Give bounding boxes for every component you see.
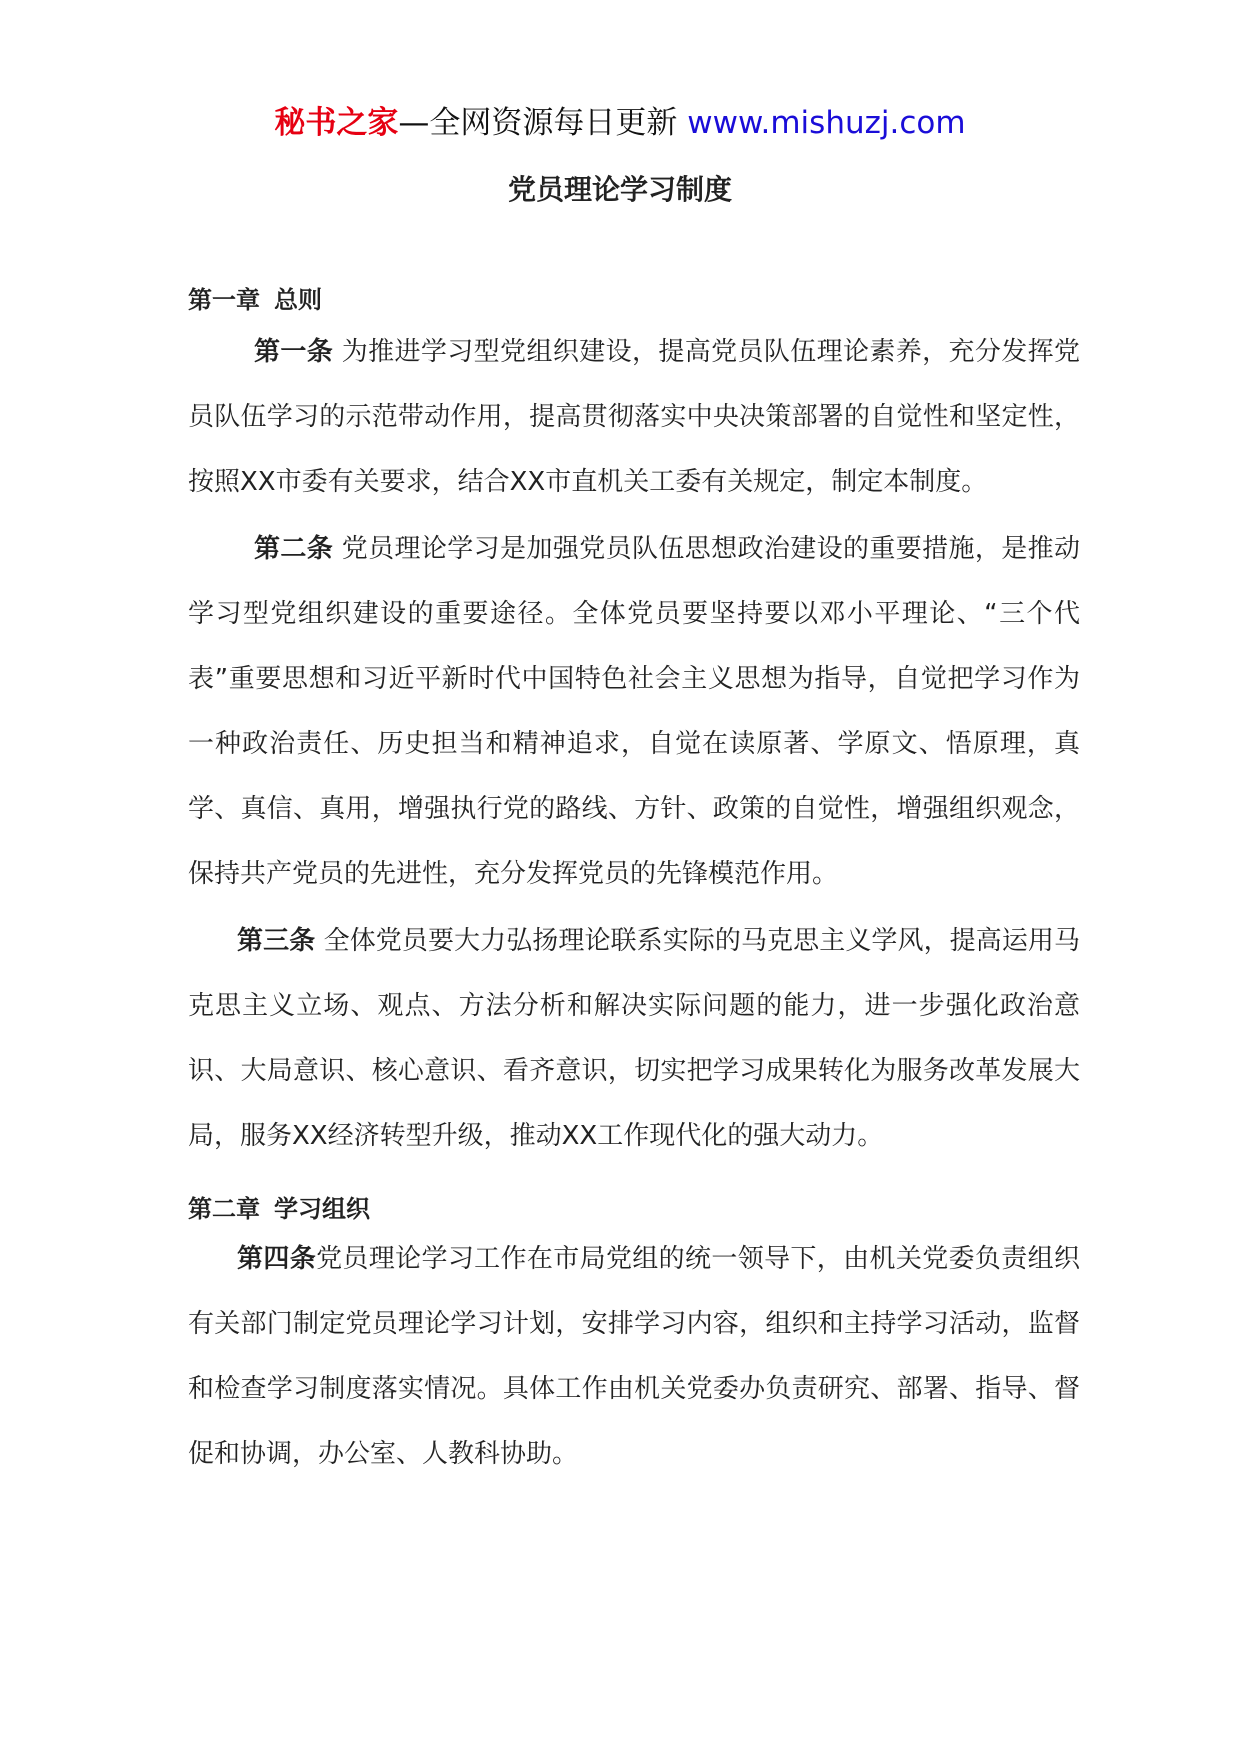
chapter-name: 总则 <box>274 286 322 314</box>
article-text: 全体党员要大力弘扬理论联系实际的马克思主义学风，提高运用马克思主义立场、观点、方法分析和解决实际问题的能力，进一步强化政治意识、大局意识、核心意识、看齐意识，切实把学习成果转化为服务改革发展大局，服务XX经济转型升级，推动XX工作现代化的强大动力。 <box>188 926 1080 1151</box>
chapter-heading-1 <box>188 284 1080 316</box>
article-label: 第二条 <box>254 534 334 564</box>
article-label: 第四条 <box>237 1244 317 1274</box>
brand-name: 秘书之家 <box>274 105 399 141</box>
article-label: 第三条 <box>237 926 316 956</box>
article-1 <box>188 320 1080 515</box>
article-label: 第一条 <box>254 337 334 367</box>
article-text: 为推进学习型党组织建设，提高党员队伍理论素养，充分发挥党员队伍学习的示范带动作用，提高贯彻落实中央决策部署的自觉性和坚定性，按照XX市委有关要求，结合XX市直机关工委有关规定，制定本制度。 <box>188 337 1080 497</box>
brand-slogan: —全网资源每日更新 <box>398 105 678 141</box>
chapter-heading-2 <box>188 1193 1080 1225</box>
article-2 <box>188 517 1080 907</box>
article-text: 党员理论学习是加强党员队伍思想政治建设的重要措施，是推动学习型党组织建设的重要途径。全体党员要坚持要以邓小平理论、“三个代表”重要思想和习近平新时代中国特色社会主义思想为指导，自觉把学习作为一种政治责任、历史担当和精神追求，自觉在读原著、学原文、悟原理，真学、真信、真用，增强执行党的路线、方针、政策的自觉性，增强组织观念，保持共产党员的先进性，充分发挥党员的先锋模范作用。 <box>188 534 1080 889</box>
document-title: 党员理论学习制度 <box>507 173 732 206</box>
site-url-link[interactable]: www.mishuzj.com <box>687 105 966 141</box>
site-banner <box>0 103 1240 143</box>
article-3 <box>188 909 1080 1169</box>
chapter-number: 第二章 <box>188 1195 260 1223</box>
chapter-number: 第一章 <box>188 286 260 314</box>
document-body <box>188 284 1080 1487</box>
article-text: 党员理论学习工作在市局党组的统一领导下，由机关党委负责组织有关部门制定党员理论学习计划，安排学习内容，组织和主持学习活动，监督和检查学习制度落实情况。具体工作由机关党委办负责研究、部署、指导、督促和协调，办公室、人教科协助。 <box>188 1244 1080 1469</box>
article-4 <box>188 1227 1080 1487</box>
chapter-name: 学习组织 <box>274 1195 370 1223</box>
